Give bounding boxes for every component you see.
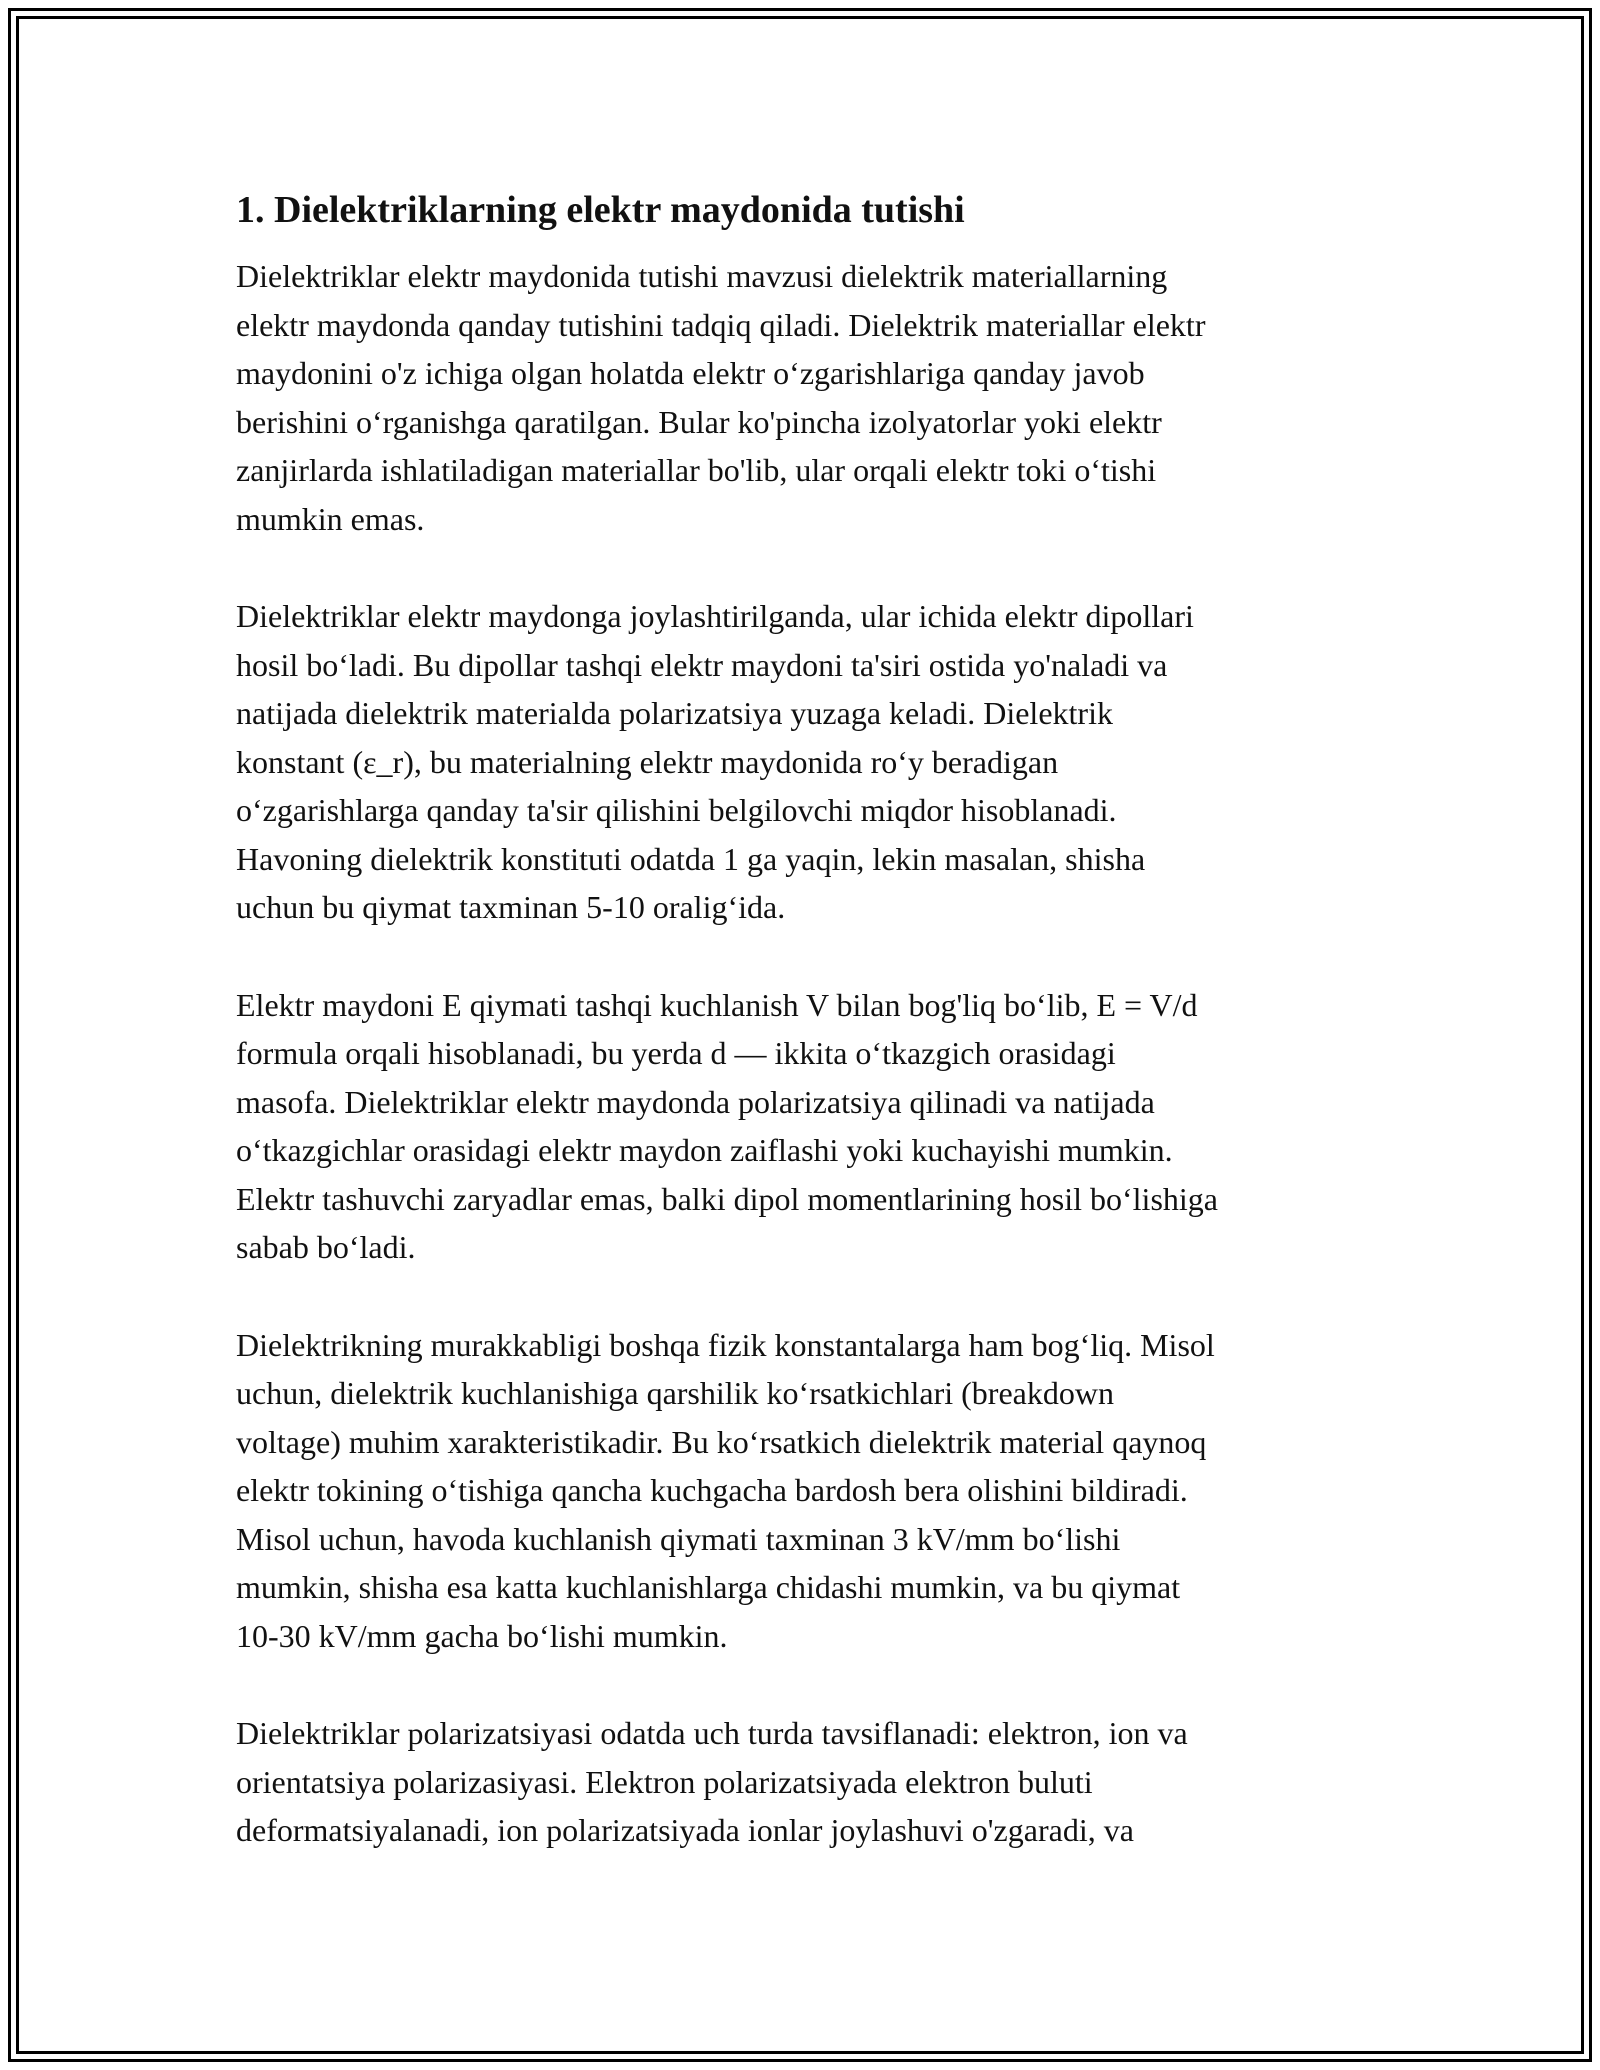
text-line: mumkin emas. xyxy=(236,500,425,537)
text-line: mumkin, shisha esa katta kuchlanishlarga chidashi mumkin, va bu qiymat xyxy=(236,1569,1181,1605)
text-line: elektr maydonda qanday tutishini tadqiq qiladi. Dielektrik materiallar elektr xyxy=(236,306,1206,343)
document-body xyxy=(236,186,1366,1904)
paragraph-5 xyxy=(236,1709,1366,1855)
text-line: Misol uchun, havoda kuchlanish qiymati taxminan 3 kV/mm bo‘lishi xyxy=(236,1520,1121,1557)
text-line: orientatsiya polarizasiyasi. Elektron polarizatsiyada elektron buluti xyxy=(236,1763,1093,1800)
text-line: berishini o‘rganishga qaratilgan. Bular ko'pincha izolyatorlar yoki elektr xyxy=(236,403,1162,440)
text-line: Dielektriklar elektr maydonga joylashtirilganda, ular ichida elektr dipollari xyxy=(236,598,1194,634)
text-line: Dielektriklar elektr maydonida tutishi mavzusi dielektrik materiallarning xyxy=(236,258,1168,294)
paragraph-3 xyxy=(236,981,1366,1272)
text-line: hosil bo‘ladi. Bu dipollar tashqi elektr maydoni ta'siri ostida yo'naladi va xyxy=(236,646,1168,683)
text-line: konstant (ε_r), bu materialning elektr maydonida ro‘y beradigan xyxy=(236,743,1059,780)
text-line: masofa. Dielektriklar elektr maydonda polarizatsiya qilinadi va natijada xyxy=(236,1083,1155,1120)
text-line: formula orqali hisoblanadi, bu yerda d — ikkita o‘tkazgich orasidagi xyxy=(236,1035,1116,1071)
text-line: uchun, dielektrik kuchlanishiga qarshilik ko‘rsatkichlari (breakdown xyxy=(236,1375,1114,1411)
text-line: sabab bo‘ladi. xyxy=(236,1229,416,1265)
text-line: Havoning dielektrik konstituti odatda 1 ga yaqin, lekin masalan, shisha xyxy=(236,840,1146,877)
paragraph-4 xyxy=(236,1321,1366,1661)
text-line: o‘zgarishlarga qanday ta'sir qilishini belgilovchi miqdor hisoblanadi. xyxy=(236,792,1117,828)
text-line: zanjirlarda ishlatiladigan materiallar bo'lib, ular orqali elektr toki o‘tishi xyxy=(236,452,1157,488)
text-line: 10-30 kV/mm gacha bo‘lishi mumkin. xyxy=(236,1617,728,1654)
text-line: o‘tkazgichlar orasidagi elektr maydon zaiflashi yoki kuchayishi mumkin. xyxy=(236,1132,1173,1168)
paragraph-2 xyxy=(236,592,1366,932)
section-heading: 1. Dielektriklarning elektr maydonida tutishi xyxy=(236,189,965,231)
text-line: maydonini o'z ichiga olgan holatda elektr o‘zgarishlariga qanday javob xyxy=(236,355,1145,391)
text-line: natijada dielektrik materialda polarizatsiya yuzaga keladi. Dielektrik xyxy=(236,695,1113,731)
text-line: Dielektriklar polarizatsiyasi odatda uch turda tavsiflanadi: elektron, ion va xyxy=(236,1715,1188,1751)
text-line: Elektr maydoni E qiymati tashqi kuchlanish V bilan bog'liq bo‘lib, E = V/d xyxy=(236,986,1198,1023)
text-line: uchun bu qiymat taxminan 5-10 oralig‘ida. xyxy=(236,889,786,925)
text-line: elektr tokining o‘tishiga qancha kuchgacha bardosh bera olishini bildiradi. xyxy=(236,1472,1188,1508)
text-line: Elektr tashuvchi zaryadlar emas, balki dipol momentlarining hosil bo‘lishiga xyxy=(236,1180,1218,1217)
text-line: deformatsiyalanadi, ion polarizatsiyada ionlar joylashuvi o'zgaradi, va xyxy=(236,1812,1134,1848)
paragraph-1 xyxy=(236,252,1366,543)
text-line: Dielektrikning murakkabligi boshqa fizik konstantalarga ham bog‘liq. Misol xyxy=(236,1326,1215,1363)
text-line: voltage) muhim xarakteristikadir. Bu ko‘rsatkich dielektrik material qaynoq xyxy=(236,1423,1207,1460)
